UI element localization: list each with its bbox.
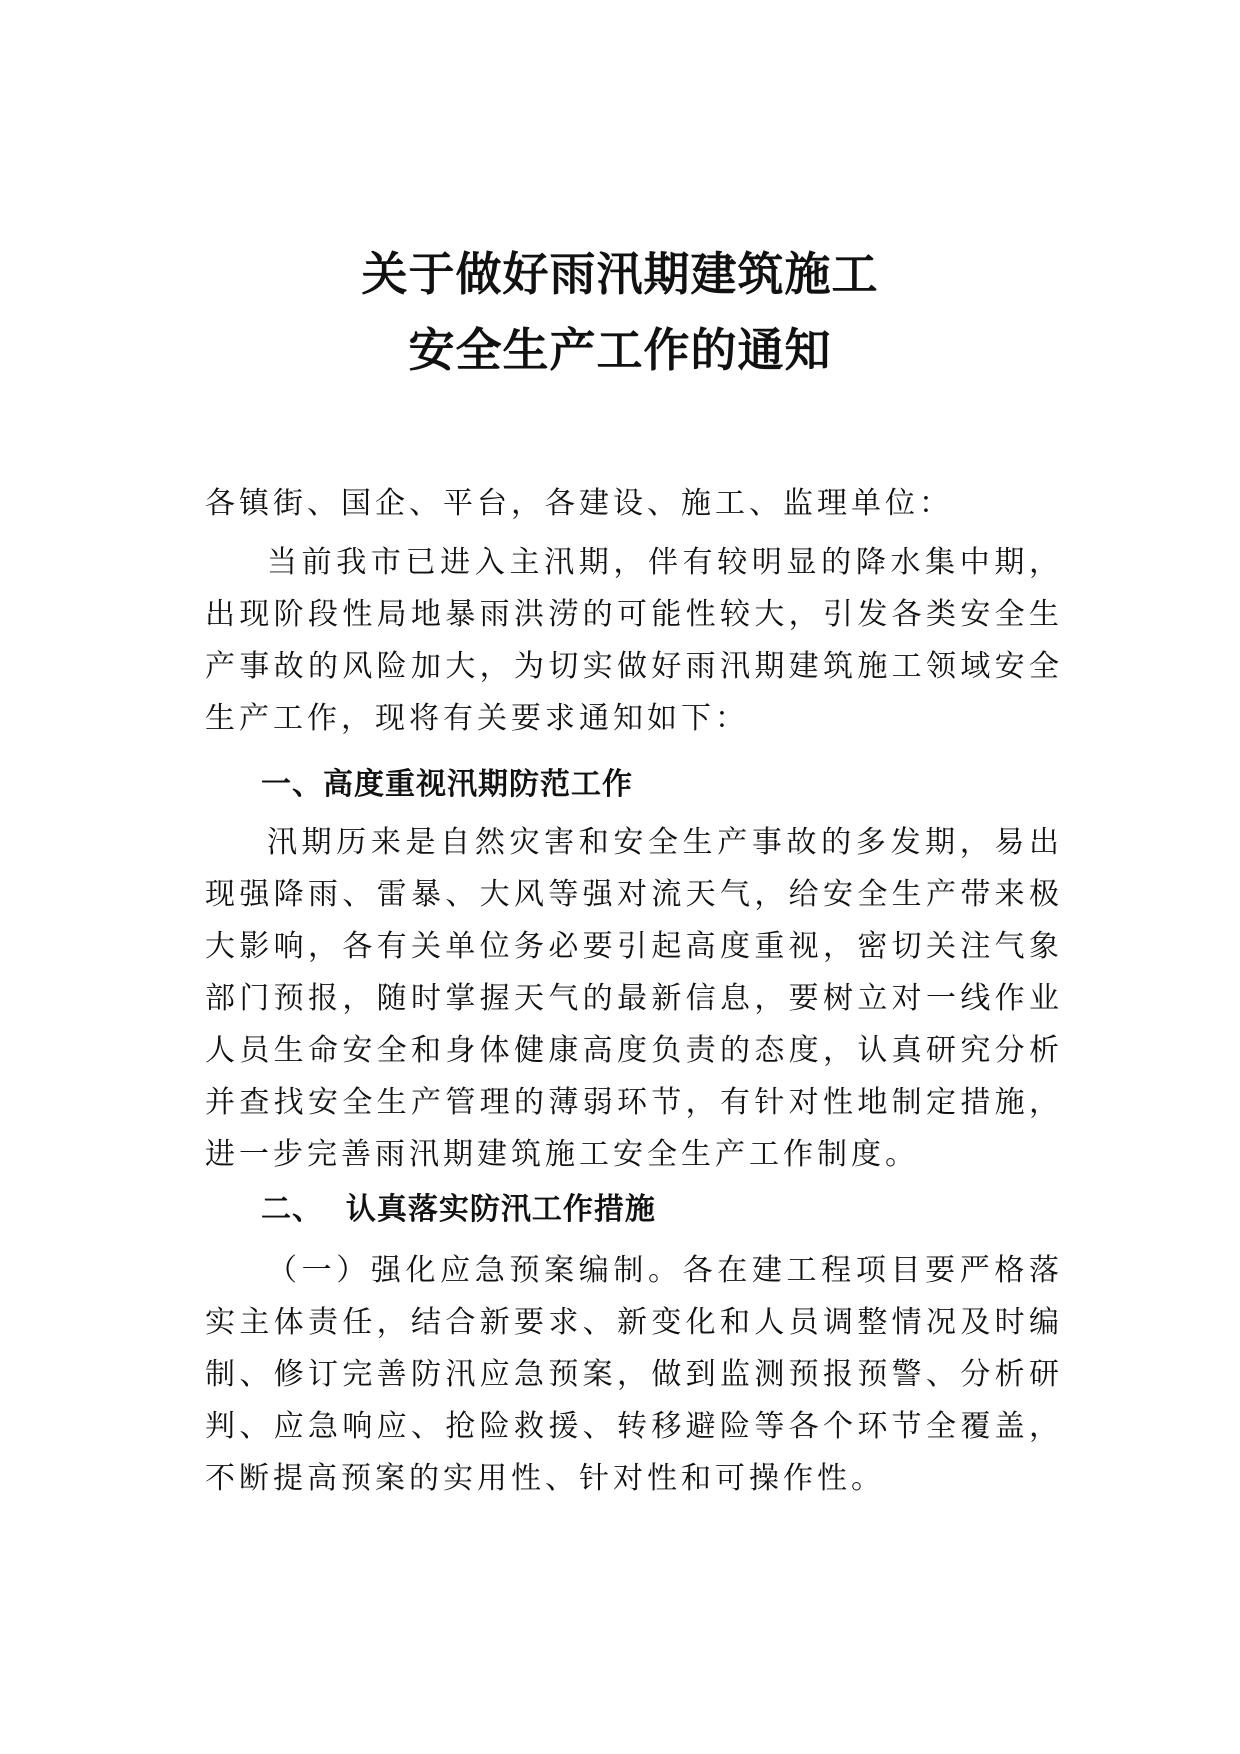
intro-paragraph: 当前我市已进入主汛期，伴有较明显的降水集中期，出现阶段性局地暴雨洪涝的可能性较大，引发各类安全生产事故的风险加大，为切实做好雨汛期建筑施工领域安全生产工作，现将有关要求通知如下： [205, 545, 1063, 736]
section-paragraph-1: 汛期历来是自然灾害和安全生产事故的多发期，易出现强降雨、雷暴、大风等强对流天气，给安全生产带来极大影响，各有关单位务必要引起高度重视，密切关注气象部门预报，随时掌握天气的最新信息，要树立对一线作业人员生命安全和身体健康高度负责的态度，认真研究分析并查找安全生产管理的薄弱环节，有针对性地制定措施，进一步完善雨汛期建筑施工安全生产工作制度。 [205, 825, 1063, 1172]
title-line-2: 安全生产工作的通知 [408, 323, 832, 377]
section-paragraph-2: （一）强化应急预案编制。各在建工程项目要严格落实主体责任，结合新要求、新变化和人员调整情况及时编制、修订完善防汛应急预案，做到监测预报预警、分析研判、应急响应、抢险救援、转移避险等各个环节全覆盖，不断提高预案的实用性、针对性和可操作性。 [205, 1253, 1063, 1496]
section-heading-2: 二、 认真落实防汛工作措施 [261, 1192, 656, 1227]
document-title [0, 236, 1240, 388]
salutation: 各镇街、国企、平台，各建设、施工、监理单位： [205, 486, 953, 521]
section-heading-1: 一、高度重视汛期防范工作 [261, 767, 633, 802]
title-line-1: 关于做好雨汛期建筑施工 [361, 247, 879, 301]
